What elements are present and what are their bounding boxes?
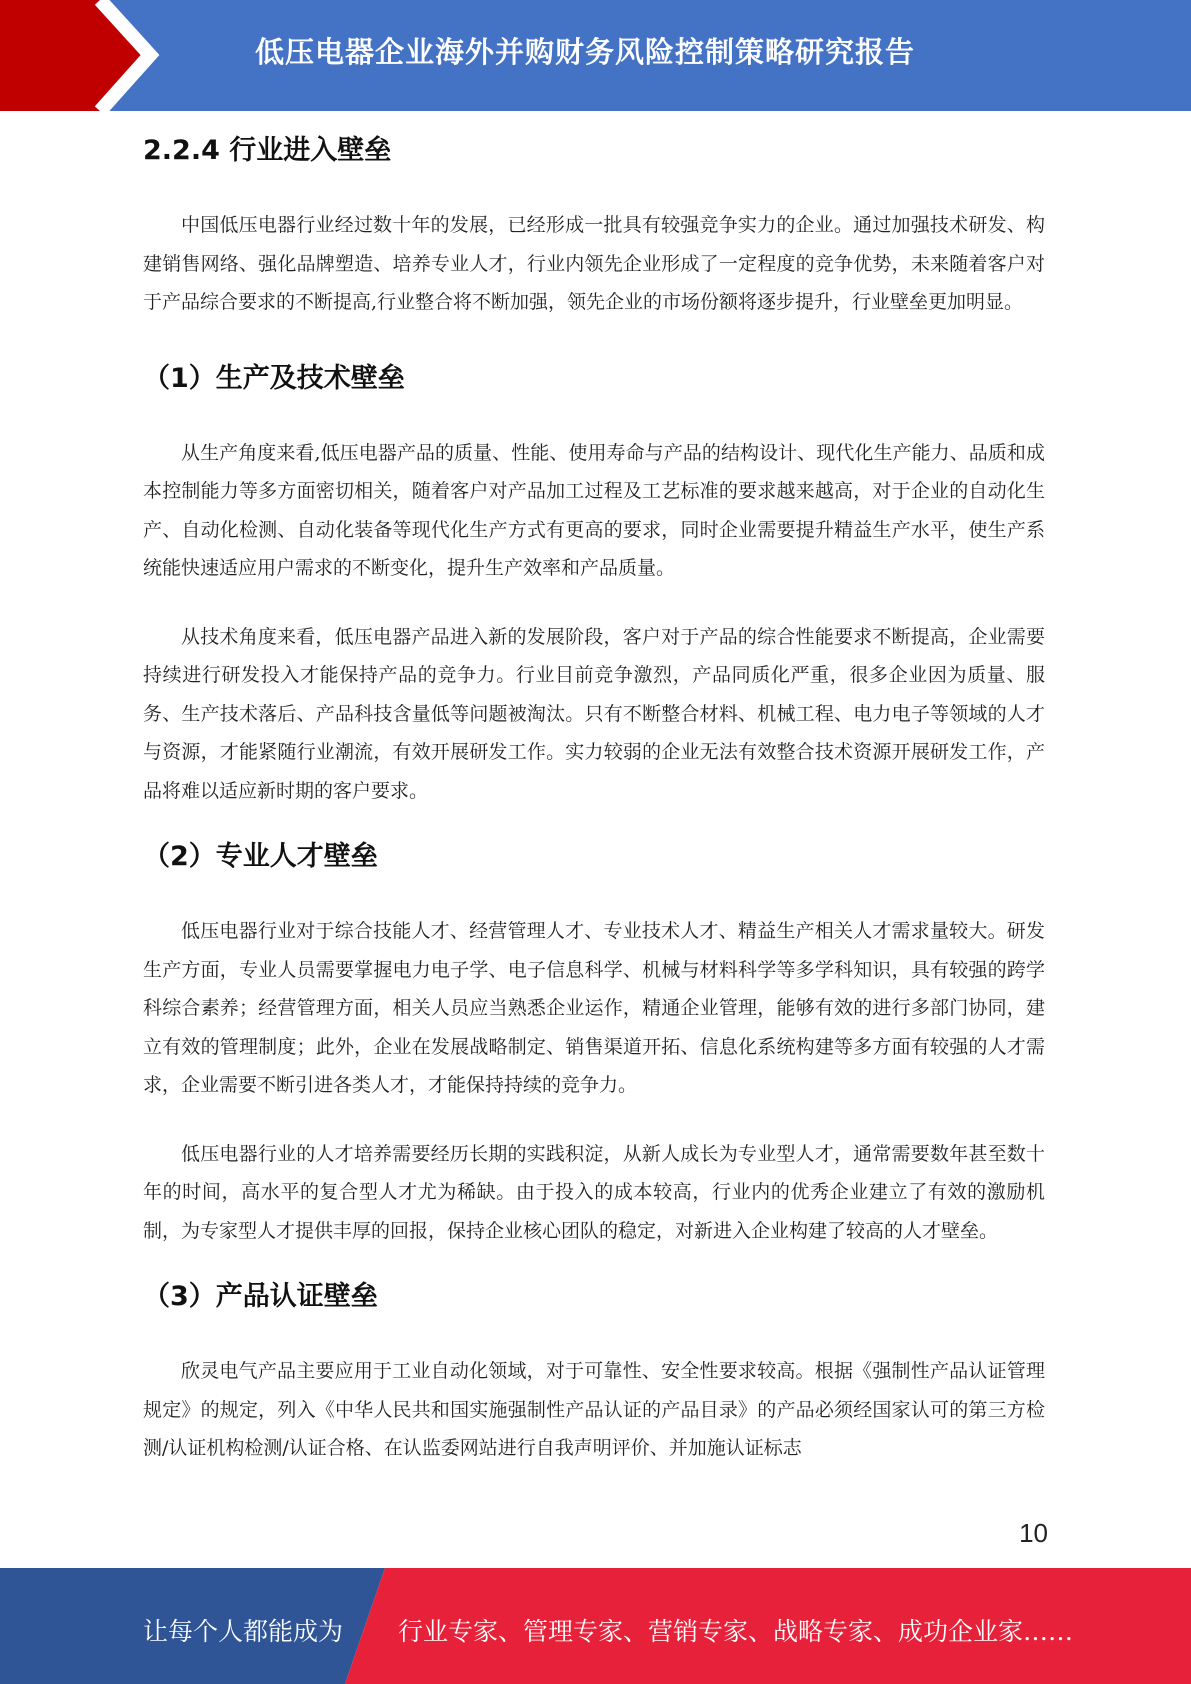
subsection-heading-certification: （3）产品认证壁垒 xyxy=(143,1281,378,1312)
talent-demand-paragraph: 低压电器行业对于综合技能人才、经营管理人才、专业技术人才、精益生产相关人才需求量较大。研发生产方面，专业人员需要掌握电力电子学、电子信息科学、机械与材料科学等多学科知识，具有较强的跨学科综合素养；经营管理方面，相关人员应当熟悉企业运作，精通企业管理，能够有效的进行多部门协同，建立有效的管理制度；此外，企业在发展战略制定、销售渠道开拓、信息化系统构建等多方面有较强的人才需求，企业需要不断引进各类人才，才能保持持续的竞争力。 xyxy=(143,920,1045,1096)
page-number: 10 xyxy=(1019,1518,1048,1548)
subsection-heading-production-tech: （1）生产及技术壁垒 xyxy=(143,362,405,394)
talent-cultivation-paragraph: 低压电器行业的人才培养需要经历长期的实践积淀，从新人成长为专业型人才，通常需要数年甚至数十年的时间，高水平的复合型人才尤为稀缺。由于投入的成本较高，行业内的优秀企业建立了有效的激励机制，为专家型人才提供丰厚的回报，保持企业核心团队的稳定，对新进入企业构建了较高的人才壁垒。 xyxy=(143,1142,1045,1242)
document-title: 低压电器企业海外并购财务风险控制策略研究报告 xyxy=(255,35,916,69)
page-content xyxy=(143,128,1045,1468)
intro-paragraph: 中国低压电器行业经过数十年的发展，已经形成一批具有较强竞争实力的企业。通过加强技术研发、构建销售网络、强化品牌塑造、培养专业人才，行业内领先企业形成了一定程度的竞争优势，未来随着客户对于产品综合要求的不断提高,行业整合将不断加强，领先企业的市场份额将逐步提升，行业壁垒更加明显。 xyxy=(143,214,1045,313)
production-paragraph: 从生产角度来看,低压电器产品的质量、性能、使用寿命与产品的结构设计、现代化生产能力、品质和成本控制能力等多方面密切相关，随着客户对产品加工过程及工艺标准的要求越来越高，对于企业的自动化生产、自动化检测、自动化装备等现代化生产方式有更高的要求，同时企业需要提升精益生产水平，使生产系统能快速适应用户需求的不断变化，提升生产效率和产品质量。 xyxy=(143,441,1045,579)
certification-paragraph: 欣灵电气产品主要应用于工业自动化领域，对于可靠性、安全性要求较高。根据《强制性产品认证管理规定》的规定，列入《中华人民共和国实施强制性产品认证的产品目录》的产品必须经国家认可的第三方检测/认证机构检测/认证合格、在认监委网站进行自我声明评价、并加施认证标志 xyxy=(143,1360,1045,1459)
technology-paragraph: 从技术角度来看，低压电器产品进入新的发展阶段，客户对于产品的综合性能要求不断提高，企业需要持续进行研发投入才能保持产品的竞争力。行业目前竞争激烈，产品同质化严重，很多企业因为质量、服务、生产技术落后、产品科技含量低等问题被淘汰。只有不断整合材料、机械工程、电力电子等领域的人才与资源，才能紧随行业潮流，有效开展研发工作。实力较弱的企业无法有效整合技术资源开展研发工作，产品将难以适应新时期的客户要求。 xyxy=(143,625,1045,802)
section-heading: 2.2.4 行业进入壁垒 xyxy=(143,135,392,166)
page-footer xyxy=(0,1568,1191,1684)
footer-slogan-right: 行业专家、管理专家、营销专家、战略专家、成功企业家…… xyxy=(398,1617,1074,1646)
subsection-heading-talent: （2）专业人才壁垒 xyxy=(143,841,378,872)
page-header xyxy=(0,0,1191,111)
footer-slogan-left: 让每个人都能成为 xyxy=(143,1617,344,1646)
